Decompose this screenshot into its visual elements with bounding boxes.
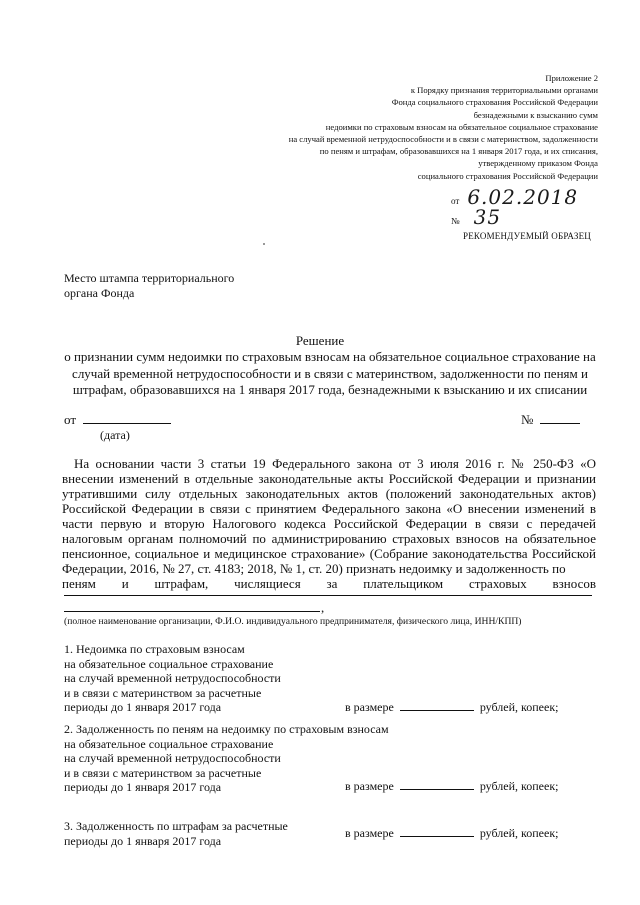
- document-title: Решение: [295, 333, 345, 348]
- item-line: на случай временной нетрудоспособности: [64, 751, 281, 765]
- body-word: взносов: [552, 576, 596, 591]
- item-2-amount: [345, 779, 559, 794]
- amount-field-2[interactable]: [400, 789, 474, 790]
- order-number-prefix: №: [451, 216, 460, 226]
- amount-field-3[interactable]: [400, 836, 474, 837]
- body-word: числящиеся: [234, 576, 301, 591]
- item-line: и в связи с материнством за расчетные: [64, 765, 262, 780]
- amount-field-1[interactable]: [400, 710, 474, 711]
- decision-number-field[interactable]: [540, 423, 580, 424]
- appendix-header: [198, 72, 598, 182]
- body-word: и: [121, 576, 129, 591]
- appendix-line: социального страхования Российской Федерации: [417, 170, 598, 181]
- body-word: пеням: [62, 576, 96, 591]
- payer-name-field-1[interactable]: [64, 595, 592, 596]
- decision-date-label: от: [64, 412, 77, 427]
- decision-date-row: [64, 412, 171, 428]
- amount-label: в размере: [345, 779, 394, 793]
- stamp-place-line: органа Фонда: [64, 286, 135, 300]
- item-line: периоды до 1 января 2017 года: [64, 780, 222, 794]
- amount-label: в размере: [345, 826, 394, 840]
- payer-name-field-2[interactable]: [64, 611, 320, 612]
- appendix-line: на случай временной нетрудоспособности и в связи с материнством, задолженности: [288, 134, 598, 145]
- item-line: на обязательное социальное страхование: [64, 736, 274, 751]
- body-word: штрафам,: [154, 576, 209, 591]
- item-line: 1. Недоимка по страховым взносам: [64, 642, 245, 656]
- item-line: периоды до 1 января 2017 года: [64, 700, 222, 714]
- payer-caption: (полное наименование организации, Ф.И.О. индивидуального предпринимателя, физического лица, ИНН/КПП): [64, 616, 522, 627]
- appendix-line: недоимки по страховым взносам на обязательное социальное страхование: [325, 121, 598, 132]
- item-line: и в связи с материнством за расчетные: [64, 685, 262, 700]
- item-line: на случай временной нетрудоспособности: [64, 671, 281, 685]
- body-word: страховых: [468, 576, 527, 591]
- stamp-place-line: Место штампа территориального: [64, 271, 235, 285]
- appendix-line: по пеням и штрафам, образовавшихся на 1 января 2017 года, и их списания,: [319, 146, 598, 157]
- amount-unit: рублей, копеек;: [479, 779, 559, 793]
- item-line: периоды до 1 января 2017 года: [64, 833, 222, 848]
- decision-number-label: №: [521, 412, 534, 427]
- appendix-line: утвержденному приказом Фонда: [478, 158, 598, 169]
- order-date-handwritten: 6.02.2018: [467, 185, 579, 209]
- order-number-handwritten: 35: [473, 205, 502, 229]
- body-paragraph: [62, 456, 596, 576]
- body-last-line: [62, 576, 596, 592]
- body-paragraph-text: На основании части 3 статьи 19 Федерального закона от 3 июля 2016 г. № 250-ФЗ «О внесении изменений в отдельные законодательные акты Российской Федерации и признании утратившими силу отдельных законодательных актов (положений законодательных актов) Российской Федерации в связи с принятием Федерального закона «О внесении изменений в части первую и вторую Налогового кодекса Российской Федерации в связи с передачей налоговым органам полномочий по администрированию страховых взносов на обязательное пенсионное, социальное и медицинское страхование» (Собрание законодательства Российской Федерации, 2016, № 27, ст. 4183; 2018, № 1, ст. 20) признать недоимку и задолженность по: [62, 456, 596, 576]
- item-3-amount: [345, 826, 559, 841]
- item-3: [64, 819, 288, 848]
- item-line: 3. Задолженность по штрафам за расчетные: [64, 819, 288, 833]
- recommended-sample-label: РЕКОМЕНДУЕМЫЙ ОБРАЗЕЦ: [463, 231, 592, 241]
- amount-unit: рублей, копеек;: [479, 700, 559, 714]
- item-line: на обязательное социальное страхование: [64, 656, 274, 671]
- decision-date-caption: (дата): [100, 428, 130, 442]
- payer-comma: ,: [321, 600, 325, 615]
- document-subtitle: о признании сумм недоимки по страховым взносам на обязательное социальное страхование на случай временной нетрудоспособности и в связи с материнством, задолженности по пеням и штрафам, образовавшихся на 1 января 2017 года, безнадежными к взысканию и их списании: [64, 349, 596, 397]
- amount-label: в размере: [345, 700, 394, 714]
- decision-date-field[interactable]: [83, 423, 171, 424]
- body-word: за: [326, 576, 338, 591]
- order-number: [451, 205, 501, 229]
- item-1: [64, 642, 281, 715]
- item-line: 2. Задолженность по пеням на недоимку по страховым взносам: [64, 722, 389, 736]
- item-1-amount: [345, 700, 559, 715]
- order-date-prefix: от: [451, 196, 460, 206]
- stamp-place: [64, 271, 234, 301]
- decision-number-row: [521, 412, 580, 428]
- appendix-line: Приложение 2: [545, 73, 598, 83]
- amount-unit: рублей, копеек;: [479, 826, 559, 840]
- body-word: плательщиком: [363, 576, 444, 591]
- item-2: [64, 722, 389, 795]
- scan-speck: [263, 243, 265, 245]
- appendix-line: Фонда социального страхования Российской Федерации: [391, 97, 598, 108]
- appendix-line: к Порядку признания территориальными органами: [410, 85, 598, 96]
- appendix-line: безнадежными к взысканию сумм: [473, 109, 598, 120]
